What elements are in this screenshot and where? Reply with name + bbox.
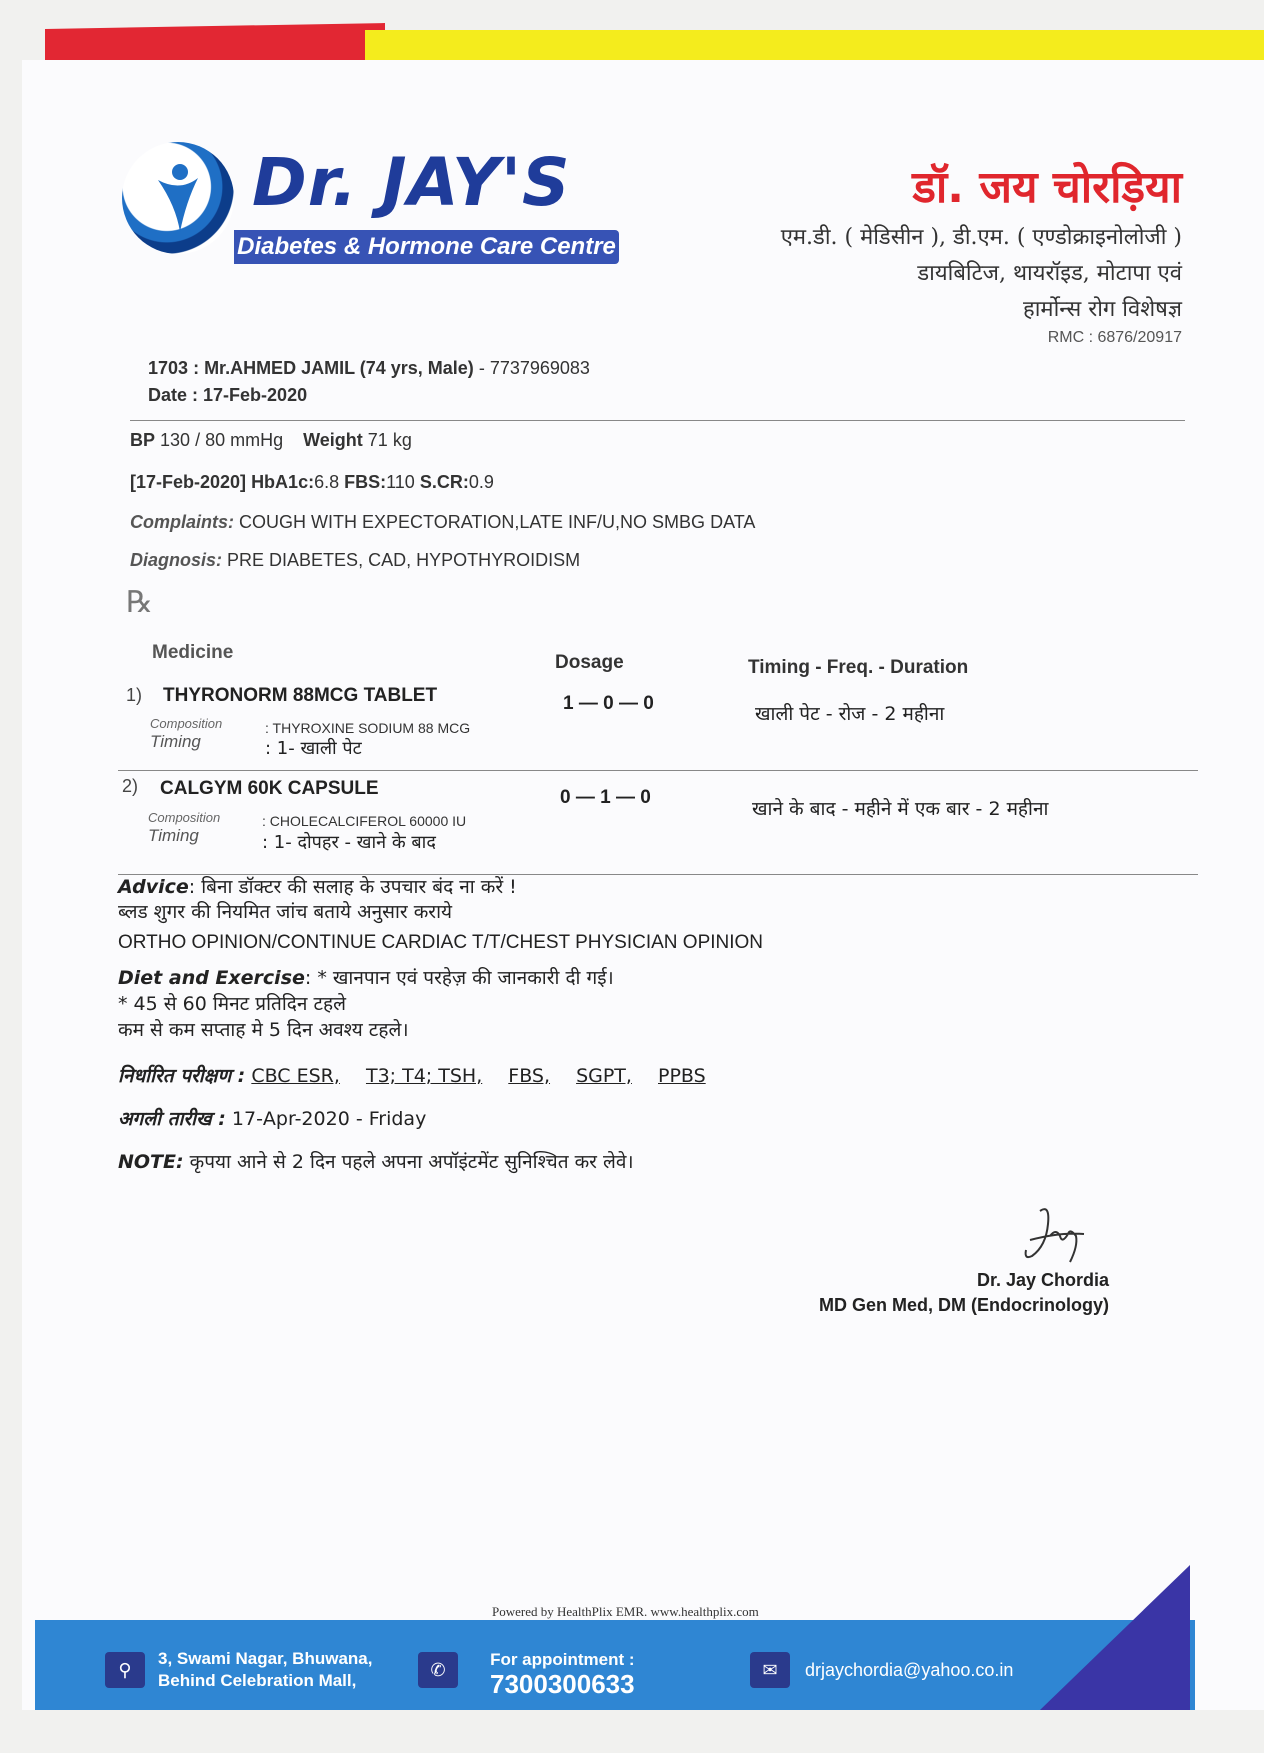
location-icon: ⚲ xyxy=(105,1652,145,1688)
advice-line-1 xyxy=(118,873,517,899)
footer-email[interactable]: drjaychordia@yahoo.co.in xyxy=(805,1660,1014,1680)
header-medicine: Medicine xyxy=(152,642,234,663)
timing-value: : 1- दोपहर - खाने के बाद xyxy=(262,832,436,853)
logo-emblem-icon xyxy=(122,142,234,254)
dosage-value: 0 — 1 — 0 xyxy=(560,787,651,808)
complaints-label: Complaints: xyxy=(130,512,235,532)
date-line: Date : 17-Feb-2020 xyxy=(148,385,308,405)
timing-label: Timing xyxy=(148,826,199,845)
logo-tagline: Diabetes & Hormone Care Centre xyxy=(234,230,619,264)
test-item: SGPT, xyxy=(576,1065,632,1087)
clinic-logo xyxy=(122,142,642,267)
patient-name: Mr.AHMED JAMIL (74 yrs, Male) xyxy=(204,358,474,378)
hba1c-label: HbA1c: xyxy=(251,472,315,492)
diagnosis-line xyxy=(130,550,580,571)
medicine-number: 2) xyxy=(122,776,139,796)
composition-value: : CHOLECALCIFEROL 60000 IU xyxy=(262,813,467,829)
test-item: T3; T4; TSH, xyxy=(365,1065,483,1087)
header-timing: Timing - Freq. - Duration xyxy=(748,657,969,678)
patient-id: 1703 xyxy=(148,358,189,378)
medicine-name: CALGYM 60K CAPSULE xyxy=(160,778,379,799)
footer-appointment xyxy=(490,1648,635,1699)
email-icon: ✉ xyxy=(750,1652,790,1688)
timing-label: Timing xyxy=(150,732,201,751)
scr-value: 0.9 xyxy=(468,472,494,492)
next-visit-line xyxy=(118,1105,426,1131)
fbs-label: FBS: xyxy=(344,472,387,492)
footer-address xyxy=(158,1648,372,1692)
frequency-value: खाने के बाद - महीने में एक बार - 2 महीना xyxy=(752,798,1049,820)
phone-icon: ✆ xyxy=(418,1652,458,1688)
visit-date: 17-Feb-2020 xyxy=(203,385,308,405)
rx-symbol: ℞ xyxy=(126,585,153,620)
powered-by: Powered by HealthPlix EMR. www.healthplix.com xyxy=(492,1604,759,1619)
tests-line xyxy=(118,1062,726,1088)
fbs-value: 110 xyxy=(386,472,415,492)
signature-degree: MD Gen Med, DM (Endocrinology) xyxy=(819,1295,1109,1315)
diet-text: : * खानपान एवं परहेज़ की जानकारी दी गई। xyxy=(304,967,614,989)
rmc-number: RMC : 6876/20917 xyxy=(1047,329,1182,346)
labs-line xyxy=(130,472,494,493)
advice-line-3: ORTHO OPINION/CONTINUE CARDIAC T/T/CHEST PHYSICIAN OPINION xyxy=(118,932,764,953)
doctor-name-hindi: डॉ. जय चोरड़िया xyxy=(912,162,1182,213)
diet-line-3: कम से कम सप्ताह मे 5 दिन अवश्य टहले। xyxy=(118,1019,409,1041)
advice-line-2: ब्लड शुगर की नियमित जांच बताये अनुसार कराये xyxy=(118,901,453,923)
diet-line-1 xyxy=(118,964,614,990)
medicine-number: 1) xyxy=(126,685,143,705)
timing-value: : 1- खाली पेट xyxy=(265,738,362,759)
doctor-qualification: एम.डी. ( मेडिसीन ), डी.एम. ( एण्डोक्राइनोलोजी ) xyxy=(780,225,1182,250)
diet-line-2: * 45 से 60 मिनट प्रतिदिन टहले xyxy=(118,993,347,1015)
signature-block xyxy=(819,1268,1109,1318)
doctor-header xyxy=(781,155,1182,347)
complaints-value: COUGH WITH EXPECTORATION,LATE INF/U,NO SMBG DATA xyxy=(239,512,756,532)
frequency-value: खाली पेट - रोज - 2 महीना xyxy=(755,703,945,725)
diagnosis-label: Diagnosis: xyxy=(130,550,223,570)
next-visit-date: 17-Apr-2020 - Friday xyxy=(231,1108,427,1130)
patient-line: 1703 : Mr.AHMED JAMIL (74 yrs, Male) - 7737969083 xyxy=(148,358,590,378)
vitals-line xyxy=(130,430,412,451)
appointment-label: For appointment : xyxy=(490,1650,635,1669)
next-visit-label: अगली तारीख : xyxy=(118,1108,226,1130)
test-item: CBC ESR, xyxy=(251,1065,340,1087)
dosage-value: 1 — 0 — 0 xyxy=(563,693,654,714)
signature-name: Dr. Jay Chordia xyxy=(976,1270,1109,1290)
bp-label: BP xyxy=(130,430,156,450)
address-line-2: Behind Celebration Mall, xyxy=(158,1671,357,1690)
weight-value: 71 kg xyxy=(367,430,412,450)
appointment-phone: 7300300633 xyxy=(490,1669,635,1699)
doctor-specialty-1: डायबिटिज, थायरॉइड, मोटापा एवं xyxy=(917,261,1182,286)
address-line-1: 3, Swami Nagar, Bhuwana, xyxy=(158,1649,373,1668)
doctor-signature xyxy=(1020,1206,1090,1271)
complaints-line xyxy=(130,512,755,533)
date-label: Date xyxy=(148,385,188,405)
bp-value: 130 / 80 mmHg xyxy=(160,430,284,450)
logo-name: Dr. JAY'S xyxy=(252,144,571,221)
advice-text: : बिना डॉक्टर की सलाह के उपचार बंद ना करें ! xyxy=(188,876,517,898)
note-text: कृपया आने से 2 दिन पहले अपना अपॉइंटमेंट सुनिश्चित कर लेवे। xyxy=(189,1151,634,1173)
diet-label: Diet and Exercise xyxy=(118,967,305,989)
doctor-specialty-2: हार्मोन्स रोग विशेषज्ञ xyxy=(1023,297,1182,322)
medicine-name: THYRONORM 88MCG TABLET xyxy=(163,685,438,706)
note-line xyxy=(118,1148,634,1174)
composition-value: : THYROXINE SODIUM 88 MCG xyxy=(265,720,471,736)
tests-label: निर्धारित परीक्षण : xyxy=(118,1065,246,1087)
note-label: NOTE: xyxy=(118,1151,184,1173)
hba1c-value: 6.8 xyxy=(314,472,340,492)
labs-date: [17-Feb-2020] xyxy=(130,472,247,492)
advice-label: Advice xyxy=(118,876,189,898)
weight-label: Weight xyxy=(303,430,363,450)
test-item: PPBS xyxy=(658,1065,706,1087)
header-dosage: Dosage xyxy=(555,652,624,673)
composition-label: Composition xyxy=(150,716,223,731)
diagnosis-value: PRE DIABETES, CAD, HYPOTHYROIDISM xyxy=(227,550,581,570)
divider xyxy=(118,770,1198,771)
composition-label: Composition xyxy=(148,810,221,825)
footer-accent xyxy=(1040,1565,1190,1710)
scr-label: S.CR: xyxy=(419,472,469,492)
divider xyxy=(130,420,1185,421)
patient-phone: - 7737969083 xyxy=(478,358,590,378)
test-item: FBS, xyxy=(508,1065,551,1087)
